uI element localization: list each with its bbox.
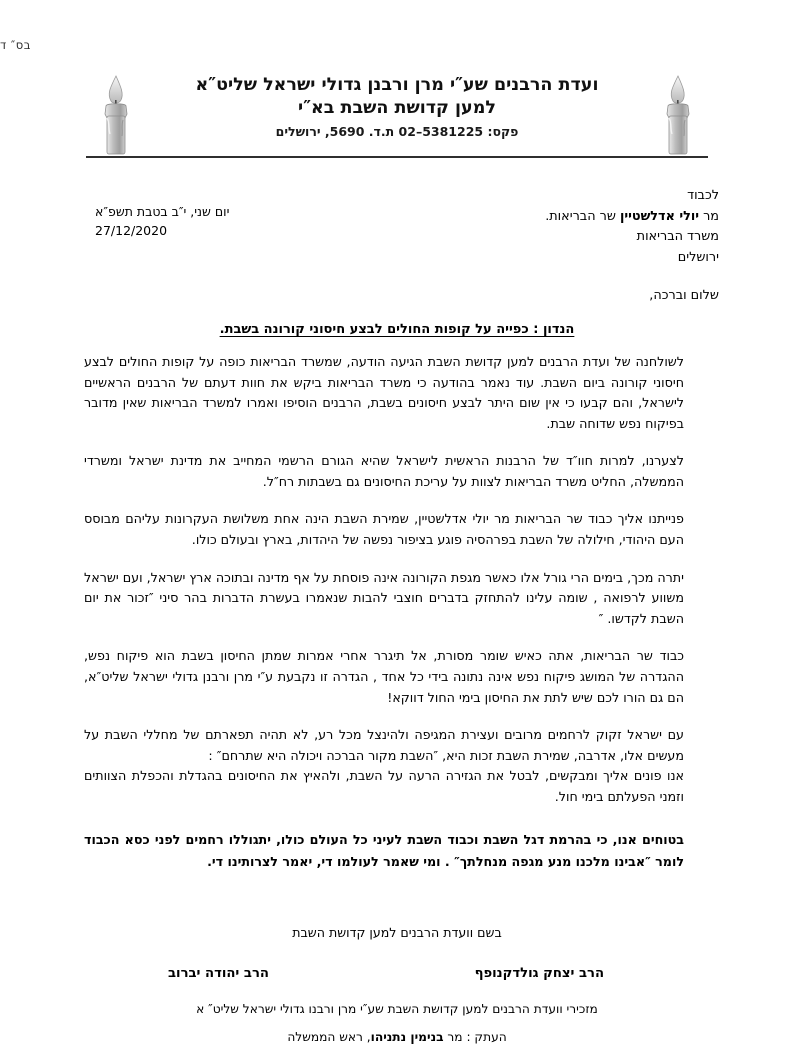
cc-line <box>0 1030 794 1044</box>
secretaries-line: מזכירי וועדת הרבנים למען קדושת השבת שע″י מרן ורבנו גדולי ישראל שליט″ א <box>196 1002 598 1016</box>
addressee-block <box>545 186 719 269</box>
body-paragraph: יתרה מכך, בימים הרי גורל אלו כאשר מגפת הקורונה אינה פוסחת על אף מדינה ובתוכה ארץ ישראל, ועם ישראל משווע לרפואה , שומה עלינו להתחזק בדברים חוצבי להבות שנאמרו בעשרת הדברות בהר סיני ″זכור את יום השבת לקדשו. ″ <box>84 569 684 626</box>
cc-name: בנימין נתניהו <box>370 1030 444 1044</box>
subject-line: הנדון : כפייה על קופות החולים לבצע חיסוני קורונה בשבת. <box>219 322 575 337</box>
greeting: שלום וברכה, <box>649 288 719 303</box>
addressee-prefix: מר <box>699 208 719 224</box>
addressee-salutation: לכבוד <box>687 188 719 203</box>
addressee-name: יולי אדלשטיין <box>619 208 700 224</box>
body-paragraph: עם ישראל זקוק לרחמים מרובים ועצירת המגיפה ולהינצל מכל רע, לא תהיה תפארתם של מחללי השבת על מעשים אלו, אדרבה, שמירת השבת זכות היא, ″השבת מקור הברכה ויכולה היא שתרחם″ : <box>84 727 684 763</box>
letterhead-title-line2: למען קדושת השבת בא″י <box>298 98 496 119</box>
cc-prefix: העתק : מר <box>443 1030 507 1044</box>
date-block <box>95 202 229 241</box>
body-paragraph: אנו פונים אליך ומבקשים, לבטל את הגזירה הרעה על השבת, ולהאיץ את החיסונים בהגדלת והכפלת הצוותים וזמני הפעלתם בימי חול. <box>84 768 684 804</box>
signer-name-right: הרב יצחק גולדקנופף <box>474 966 604 981</box>
signature-row <box>110 966 684 981</box>
body-paragraph: לשולחנה של ועדת הרבנים למען קדושת השבת הגיעה הודעה, שמשרד הבריאות כופה על קופות החולים לבצע חיסוני קורונה ביום השבת. עוד נאמר בהודעה כי משרד הבריאות ביקש את חוות דעתם של הרבנים הראשיים לישראל, והם קבעו כי אין שום היתר לבצע חיסונים בשבת, הרבנים הוסיפו ואמרו למשרד הבריאות שאין מדובר בפיקוח נפש שדוחה שבת. <box>84 354 684 431</box>
letterhead-title-line1: ועדת הרבנים שע″י מרן ורבנן גדולי ישראל שליט″א <box>195 75 599 95</box>
bsd-header: בס″ ד <box>0 38 31 52</box>
signoff-line: בשם וועדת הרבנים למען קדושת השבת <box>292 925 502 940</box>
addressee-ministry: משרד הבריאות <box>636 229 719 245</box>
date-gregorian: 27/12/2020 <box>95 223 168 239</box>
body-paragraph: לצערנו, למרות חוו″ד של הרבנות הראשית לישראל שהיא הגורם הרשמי המחייב את מדינת ישראל ומשרדי הממשלה, החליט משרד הבריאות לצוות על עריכת החיסונים גם בשבתות רח″ל. <box>84 453 684 489</box>
letterhead-divider <box>86 156 708 158</box>
addressee-title: שר הבריאות. <box>545 208 620 224</box>
candle-icon <box>94 72 138 156</box>
addressee-city: ירושלים <box>677 250 719 266</box>
signer-name-left: הרב יהודה יברוב <box>168 966 269 981</box>
letterhead-contact: פקס: 5381225–02 ת.ד. 5690, ירושלים <box>275 124 519 140</box>
date-hebrew: יום שני, י″ב בטבת תשפ″א <box>95 204 230 219</box>
candle-icon <box>656 72 700 156</box>
letterhead <box>86 72 708 158</box>
body-paragraph: פנייתנו אליך כבוד שר הבריאות מר יולי אדלשטיין, שמירת השבת הינה אחת משלושת העקרונות עליהם מבוסס העם היהודי, חילולה של השבת בפרהסיה פוגע בציפור נפשה של היהדות, בארץ ובעולם כולו. <box>84 511 684 548</box>
body-paragraph: כבוד שר הבריאות, אתה כאיש שומר מסורת, אל תיגרר אחרי אמרות שמתן החיסון בשבת הוא פיקוח נפש, ההגדרה של המושג פיקוח נפש אינה נתונה בידי כל אחד , הגדרה זו נקבעת ע″י מרן ורבנן גדולי ישראל שליט″א, הם גם הורו לכם שיש לתת את החיסון בימי החול דווקא! <box>84 648 684 705</box>
closing-paragraph: בטוחים אנו, כי בהרמת דגל השבת וכבוד השבת לעיני כל העולם כולו, יתגוללו רחמים לפני כסא הכבוד לומר ″אבינו מלכנו מנע מגפה מנחלתך″ . ומי שאמר לעולמו די, יאמר לצרותינו די. <box>84 832 684 870</box>
addressee-name-line <box>545 207 719 228</box>
cc-title: , ראש הממשלה <box>287 1030 371 1044</box>
letter-body <box>84 352 684 873</box>
